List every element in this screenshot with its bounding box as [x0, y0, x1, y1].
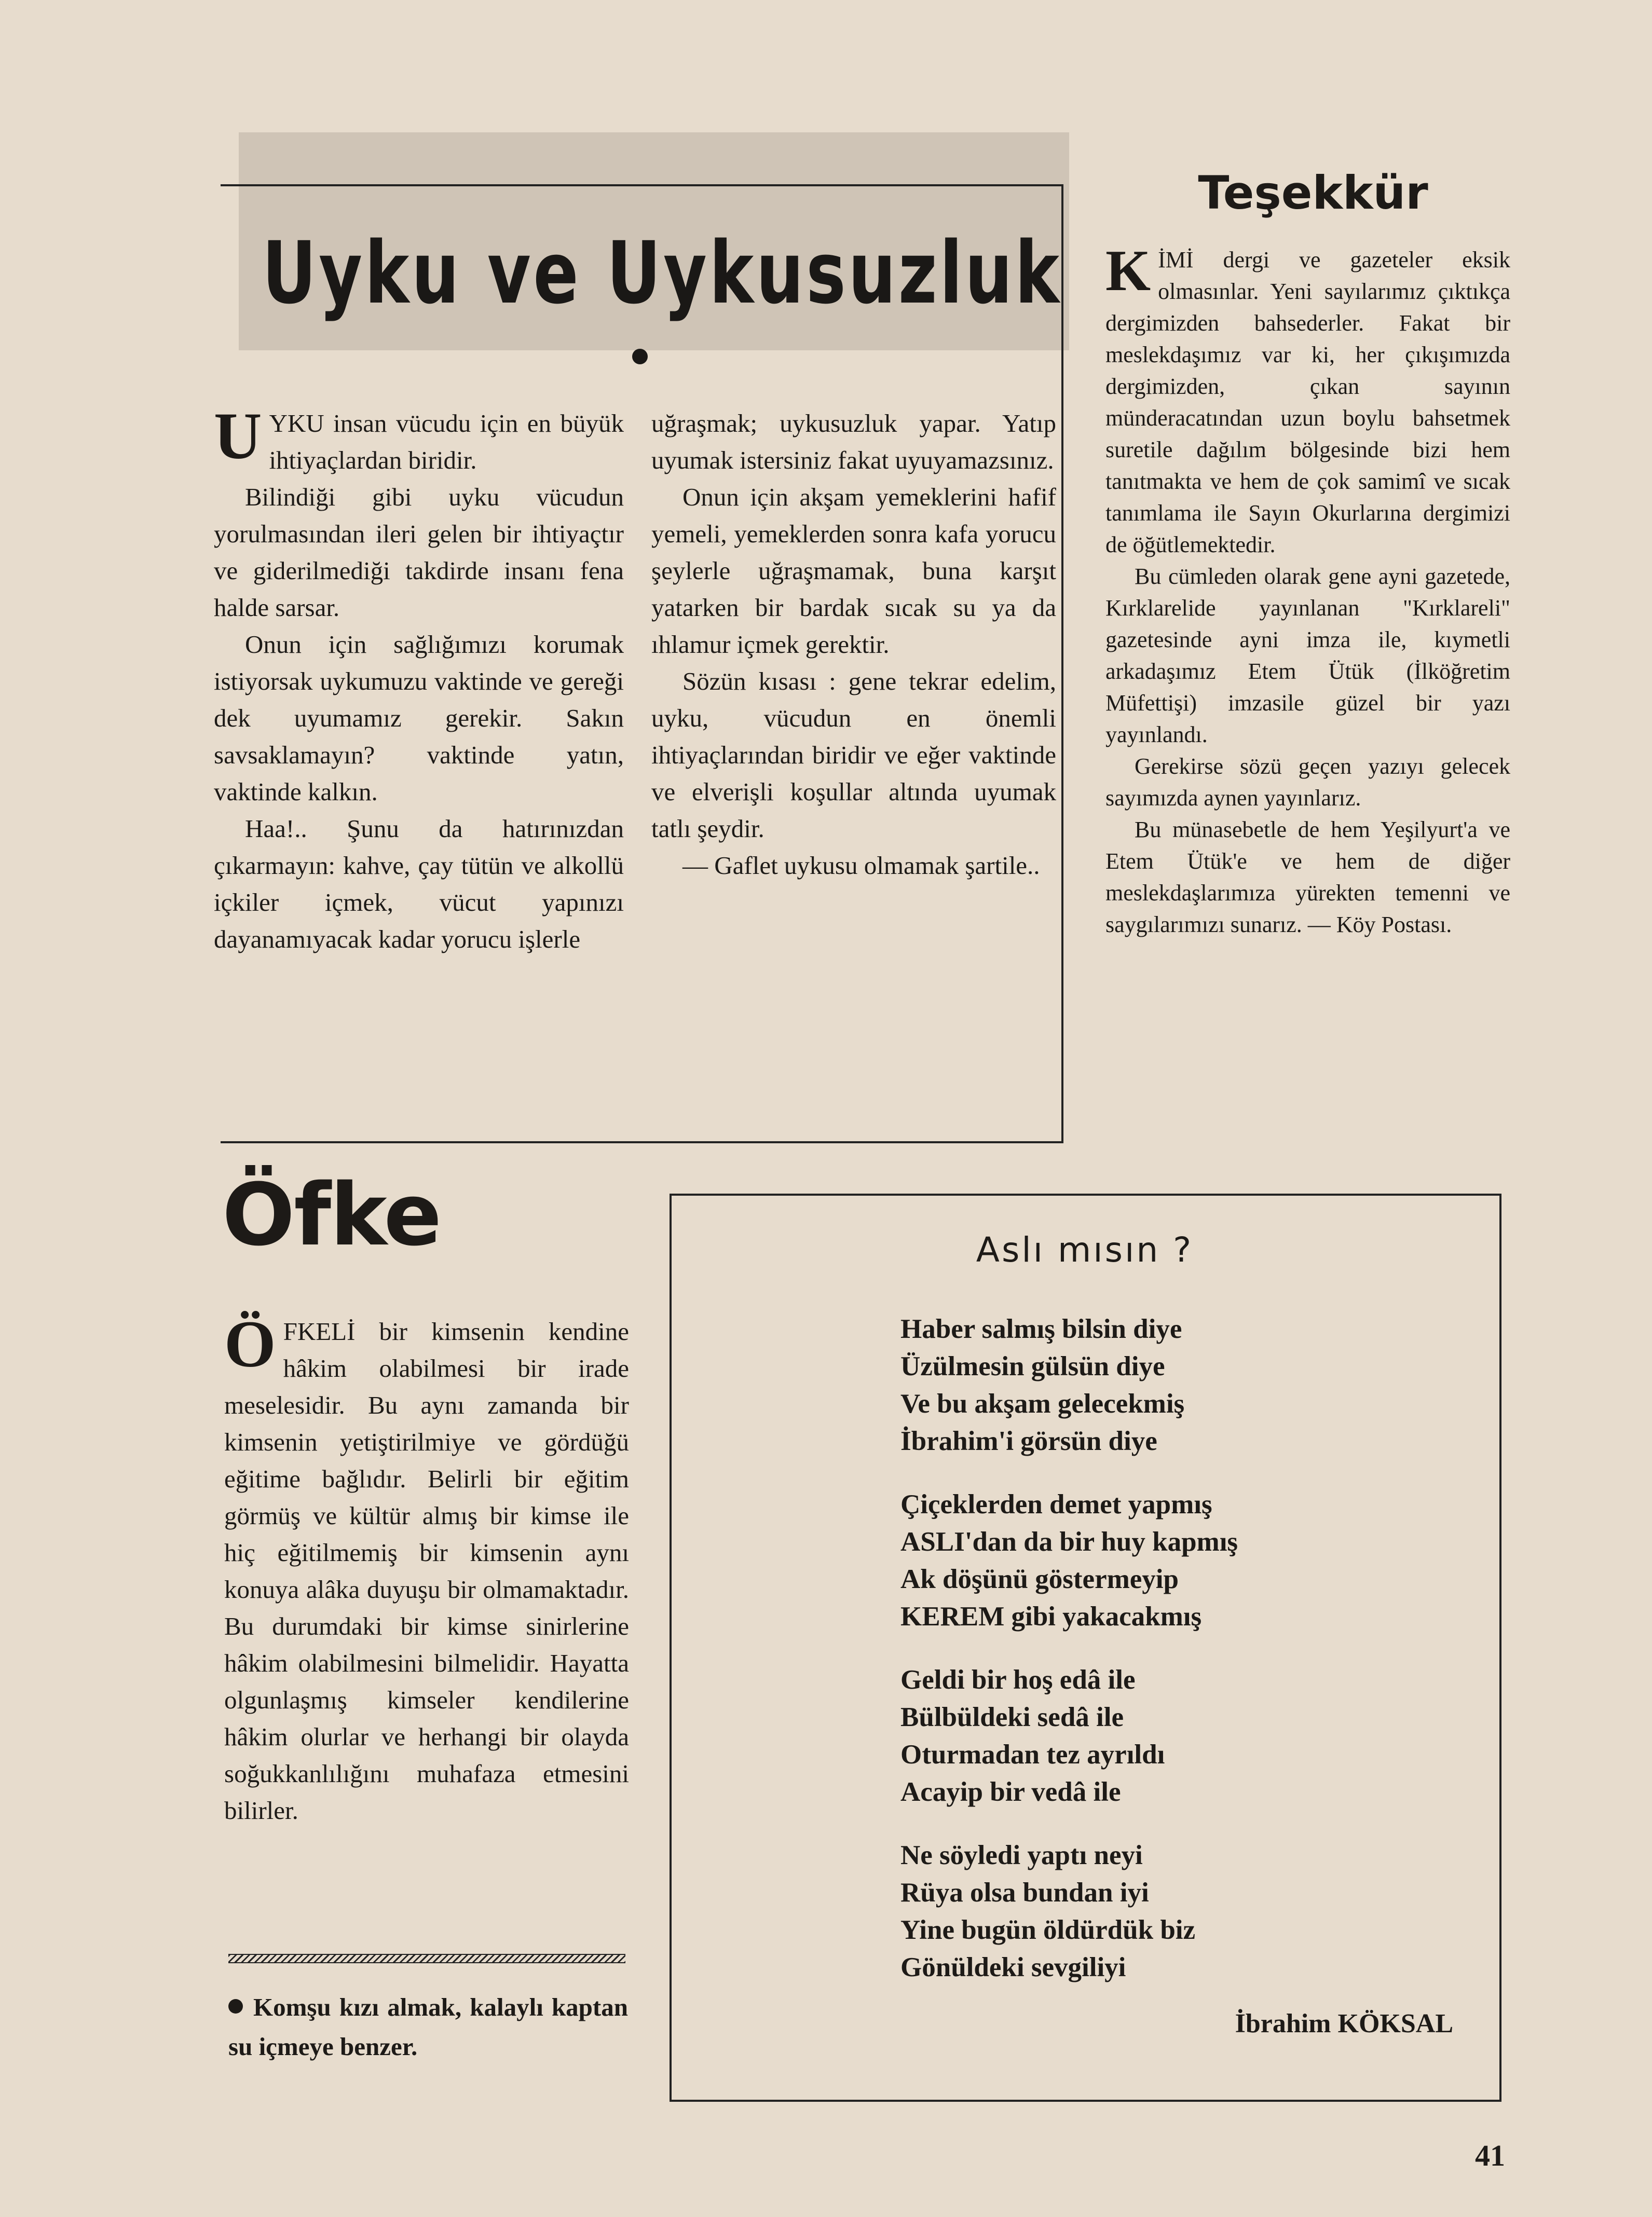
poem-title: Aslı mısın ?: [976, 1230, 1194, 1270]
poem-author: İbrahim KÖKSAL: [1235, 2009, 1453, 2038]
poem-stanza: [900, 1661, 1419, 1811]
poem-line: İbrahim'i görsün diye: [900, 1426, 1157, 1456]
poem-stanza: [900, 1837, 1419, 1986]
uyku-paragraph: Haa!.. Şunu da hatırınızdan çıkarmayın: kahve, çay tütün ve alkollü içkiler içmek, vücut yapınızı dayanamıyacak kadar yorucu işlerle: [214, 814, 624, 953]
poem-line: Bülbüldeki sedâ ile: [900, 1702, 1124, 1732]
uyku-paragraph: uğraşmak; uykusuzluk yapar. Yatıp uyumak istersiniz fakat uyuyamazsınız.: [651, 409, 1056, 474]
poem-stanza: [900, 1310, 1419, 1460]
proverb: Komşu kızı almak, kalaylı kaptan su içmeye benzer.: [228, 1993, 628, 2061]
poem-stanza: [900, 1486, 1419, 1635]
dropcap: U: [214, 399, 262, 473]
uyku-paragraph: Onun için akşam yemeklerini hafif yemeli, yemeklerden sonra kafa yorucu şeylerle uğraşmamak, buna karşıt yatarken bir bardak sıcak su ya da ıhlamur içmek gerektir.: [651, 483, 1056, 659]
ofke-paragraph: ÖFKELİ bir kimsenin kendine hâkim olabilmesi bir irade meselesidir. Bu aynı zamanda bir kimsenin yetiştirilmiye ve gördüğü eğitime bağlıdır. Belirli bir eğitim görmüş ve kültür almış bir kimse ile hiç eğitilmemiş bir kimsenin aynı konuya alâka duyuşu bir olmamaktadır. Bu durumdaki bir kimse sinirlerine hâkim olabilmesini bilmelidir. Hayatta olgunlaşmış kimseler kendilerine hâkim olurlar ve herhangi bir olayda soğukkanlılığını muhafaza etmesini bilirler.: [224, 1307, 629, 1825]
poem-line: Ak döşünü göstermeyip: [900, 1564, 1179, 1594]
bullet-icon: [228, 1999, 243, 2014]
dropcap: Ö: [224, 1307, 276, 1381]
poem-line: ASLI'dan da bir huy kapmış: [900, 1527, 1238, 1557]
tesekkur-paragraph: Bu münasebetle de hem Yeşilyurt'a ve Etem Ütük'e ve hem de diğer meslekdaşlarımıza yürekten temenni ve saygılarımızı sunarız. — Köy Postası.: [1105, 817, 1510, 937]
tesekkur-column: [1105, 239, 1510, 940]
ofke-title: Öfke: [222, 1165, 441, 1265]
poem-line: Çiçeklerden demet yapmış: [900, 1489, 1212, 1520]
tesekkur-paragraph: Gerekirse sözü geçen yazıyı gelecek sayımızda aynen yayınlarız.: [1105, 754, 1510, 811]
poem-line: Ne söyledi yaptı neyi: [900, 1840, 1143, 1870]
uyku-right-column: [651, 405, 1056, 884]
poem-line: Yine bugün öldürdük biz: [900, 1915, 1196, 1945]
poem: [900, 1310, 1419, 2012]
title-dot-ornament: [632, 349, 648, 364]
uyku-article-title: Uyku ve Uykusuzluk: [262, 223, 1062, 323]
page-number: 41: [1475, 2139, 1505, 2172]
poem-line: Oturmadan tez ayrıldı: [900, 1740, 1165, 1770]
poem-line: Haber salmış bilsin diye: [900, 1314, 1182, 1344]
poem-line: Geldi bir hoş edâ ile: [900, 1665, 1136, 1695]
poem-line: Rüya olsa bundan iyi: [900, 1878, 1149, 1908]
dropcap: K: [1105, 239, 1151, 303]
decorative-divider: [228, 1954, 625, 1963]
poem-line: Gönüldeki sevgiliyi: [900, 1952, 1126, 1982]
poem-line: Ve bu akşam gelecekmiş: [900, 1389, 1185, 1419]
poem-line: Üzülmesin gülsün diye: [900, 1351, 1165, 1381]
poem-line: Acayip bir vedâ ile: [900, 1777, 1121, 1807]
uyku-paragraph: Bilindiği gibi uyku vücudun yorulmasından ileri gelen bir ihtiyaçtır ve giderilmediği takdirde insanı fena halde sarsar.: [214, 483, 624, 622]
uyku-paragraph: Onun için sağlığımızı korumak istiyorsak uykumuzu vaktinde ve gereği dek uyumamız gerekir. Sakın savsaklamayın? vaktinde yatın, vaktinde kalkın.: [214, 630, 624, 806]
tesekkur-title: Teşekkür: [1198, 166, 1428, 220]
ofke-column: [224, 1307, 629, 1829]
tesekkur-paragraph: KİMİ dergi ve gazeteler eksik olmasınlar. Yeni sayılarımız çıktıkça dergimizden bahsederler. Fakat bir meslekdaşımız var ki, her çıkışımızda dergimizden, çıkan sayının münderacatından uzun boylu bahsetmek suretile dağılım bölgesinde bizi hem tanıtmakta ve hem de çok samimî ve sıcak tanımlama ile Sayın Okurlarına dergimizi de öğütlemektedir.: [1105, 239, 1510, 557]
uyku-paragraph: UYKU insan vücudu için en büyük ihtiyaçlardan biridir.: [214, 399, 624, 474]
poem-line: KEREM gibi yakacakmış: [900, 1602, 1202, 1632]
uyku-left-column: [214, 399, 624, 957]
uyku-paragraph: Sözün kısası : gene tekrar edelim, uyku, vücudun en önemli ihtiyaçlarından biridir ve eğer vaktinde ve elverişli koşullar altında uyumak tatlı şeydir.: [651, 667, 1056, 843]
tesekkur-paragraph: Bu cümleden olarak gene ayni gazetede, Kırklarelide yayınlanan "Kırklareli" gazetesinde ayni imza ile, kıymetli arkadaşımız Etem Ütük (İlköğretim Müfettişi) imzasile güzel bir yazı yayınlandı.: [1105, 564, 1510, 747]
uyku-paragraph: — Gaflet uykusu olmamak şartile..: [682, 851, 1040, 880]
